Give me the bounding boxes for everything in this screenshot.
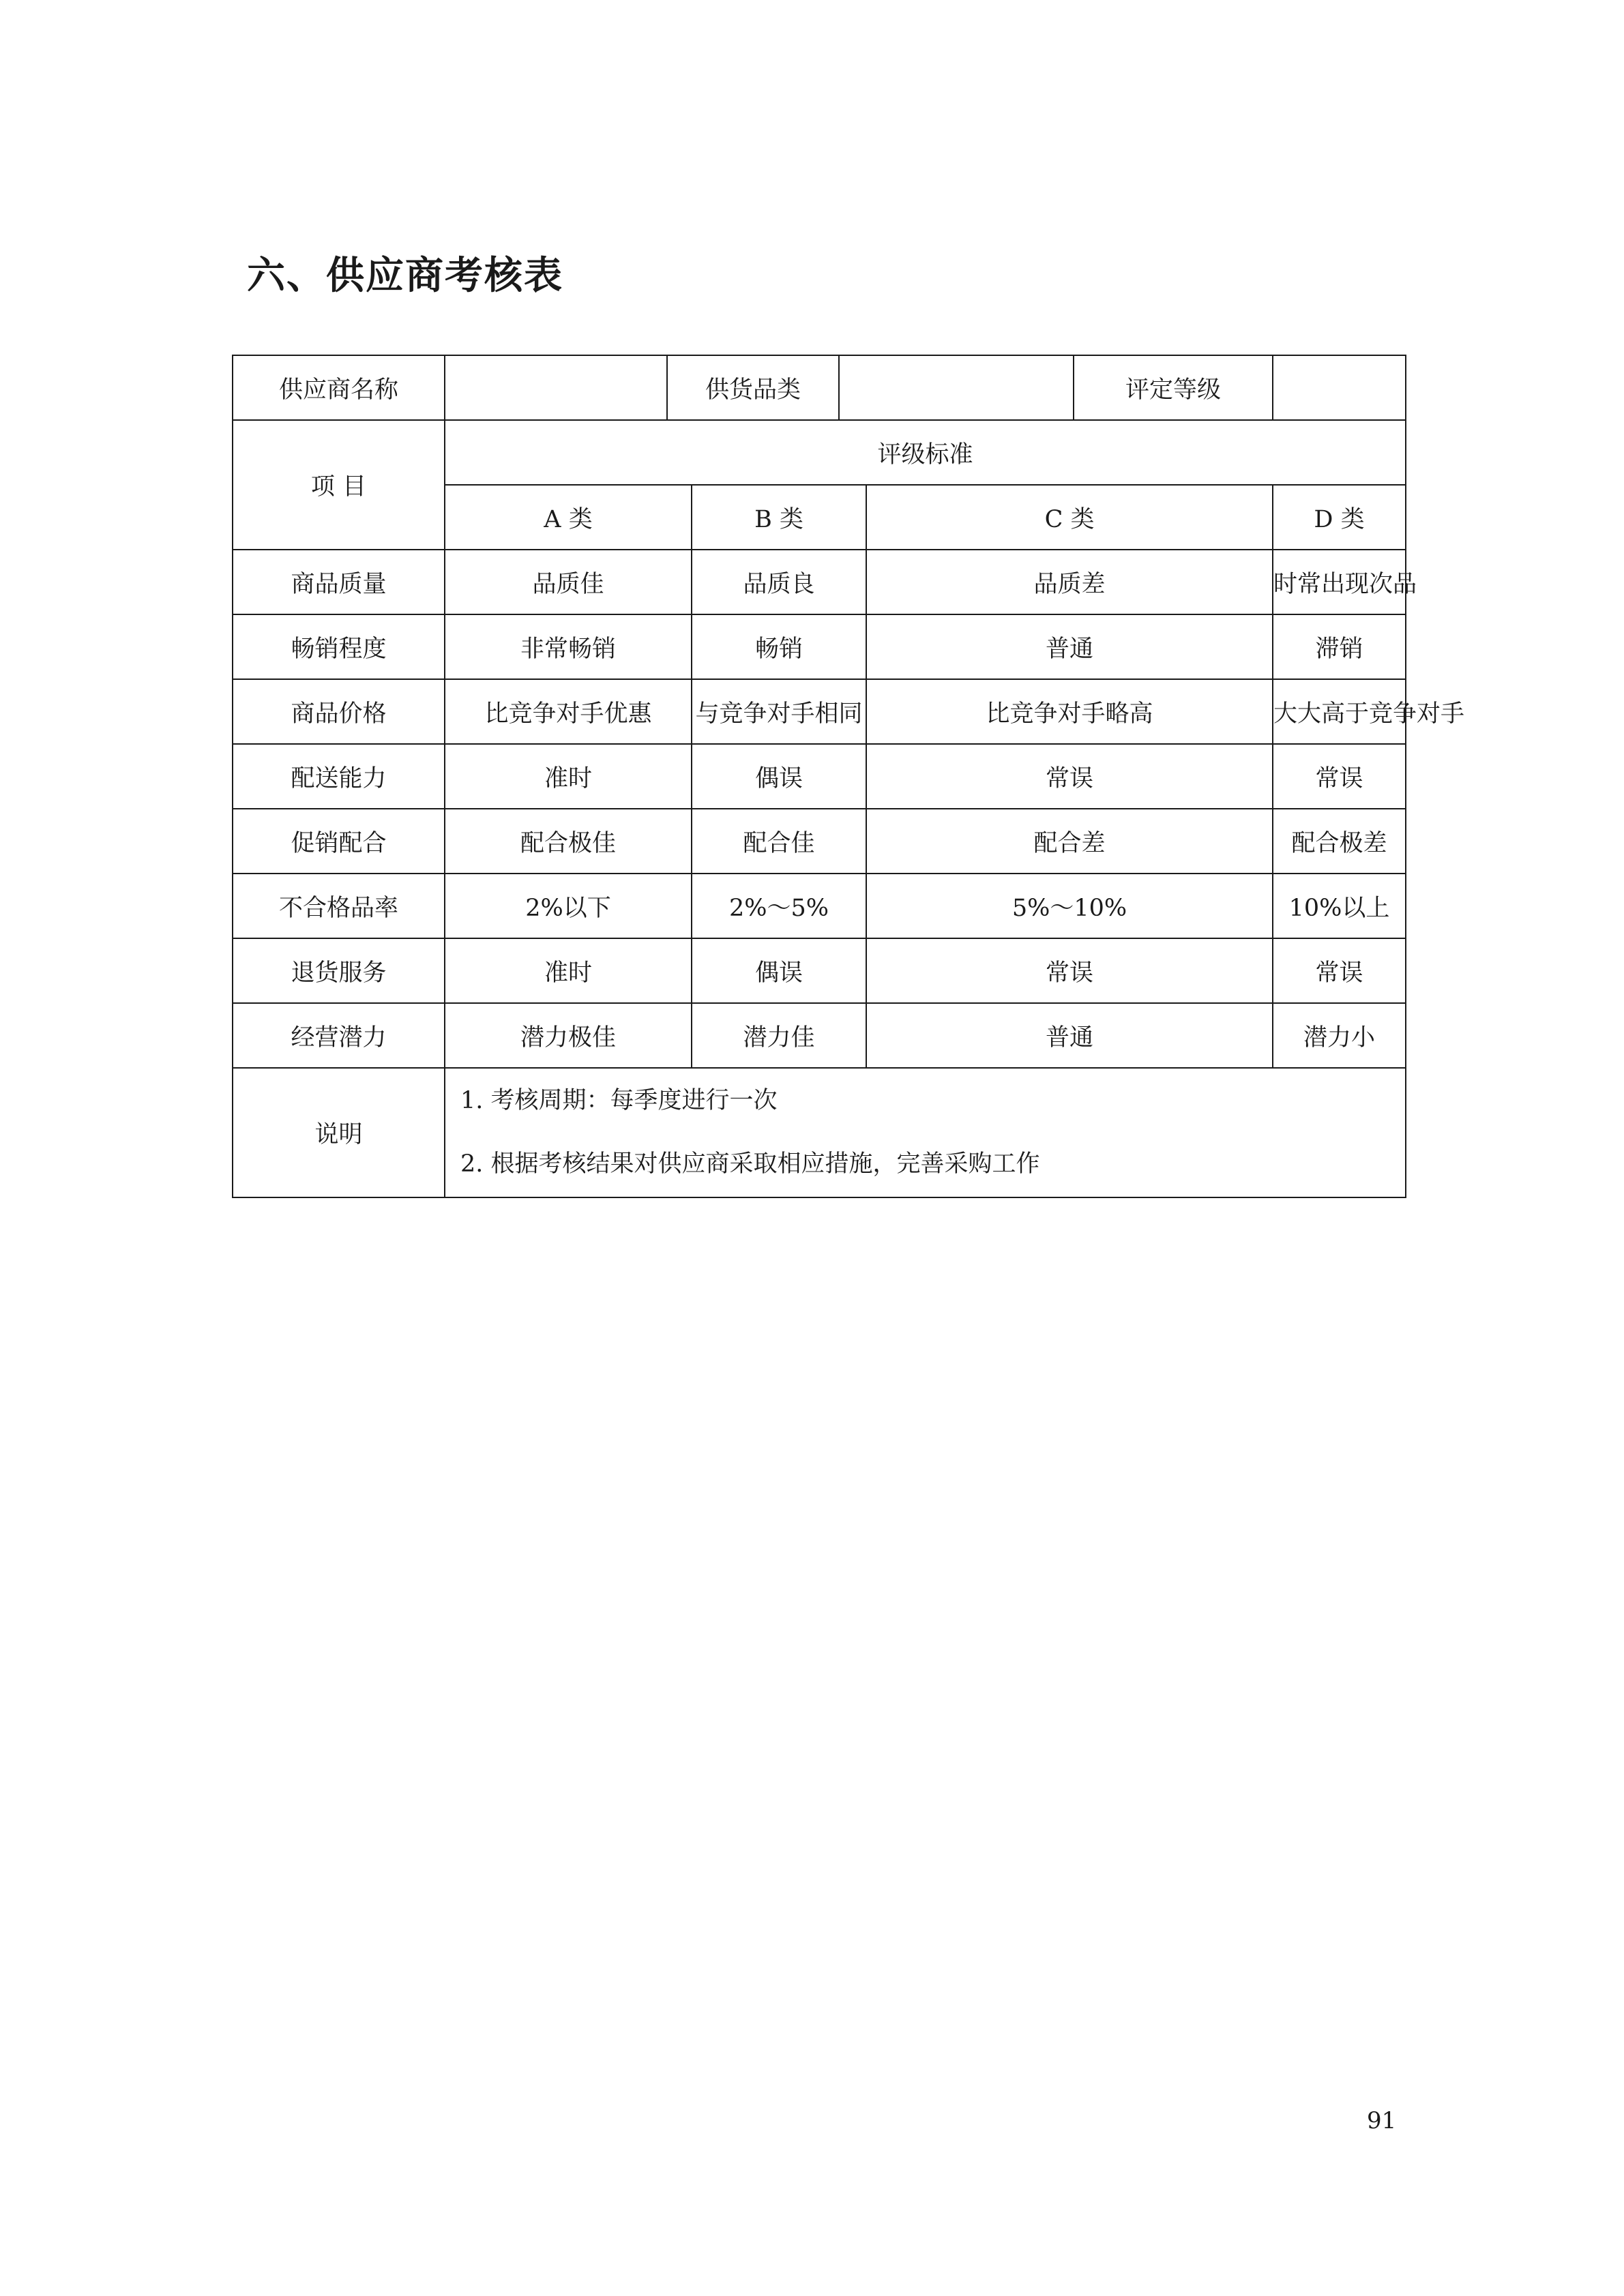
table-row [233,744,1406,809]
row-item: 畅销程度 [233,614,445,679]
category-field[interactable] [839,355,1074,420]
standard-row [233,420,1406,485]
standard-header: 评级标准 [445,420,1406,485]
row-item: 退货服务 [233,938,445,1003]
page-title: 六、供应商考核表 [247,254,563,298]
table-row [233,550,1406,614]
cell-a: 非常畅销 [445,614,692,679]
cell-d: 10%以上 [1273,874,1406,938]
supplier-evaluation-table [232,355,1465,1198]
category-label: 供货品类 [667,355,839,420]
notes-label: 说明 [233,1068,445,1197]
cell-d: 配合极差 [1273,809,1406,874]
cell-c: 普通 [866,614,1273,679]
cell-a: 2%以下 [445,874,692,938]
cell-d: 潜力小 [1273,1003,1406,1068]
supplier-name-label: 供应商名称 [233,355,445,420]
table-row [233,679,1406,744]
cell-c: 5%～10% [866,874,1273,938]
cell-d: 常误 [1273,744,1406,809]
cell-b: 与竞争对手相同 [692,679,866,744]
cell-c: 普通 [866,1003,1273,1068]
grade-a-header: A 类 [445,485,692,550]
cell-a: 品质佳 [445,550,692,614]
grade-label: 评定等级 [1074,355,1273,420]
cell-d: 时常出现次品 [1273,550,1406,614]
header-row [233,355,1406,420]
table-row [233,1003,1406,1068]
grade-d-header: D 类 [1273,485,1406,550]
cell-d: 滞销 [1273,614,1406,679]
table-row [233,874,1406,938]
note-item: 2. 根据考核结果对供应商采取相应措施，完善采购工作 [460,1150,1040,1178]
grade-b-header: B 类 [692,485,866,550]
cell-d: 常误 [1273,938,1406,1003]
item-header: 项 目 [233,420,445,550]
cell-b: 偶误 [692,744,866,809]
page-number: 91 [1367,2107,1397,2134]
cell-b: 畅销 [692,614,866,679]
table-row [233,938,1406,1003]
row-item: 商品质量 [233,550,445,614]
notes-content [445,1068,1406,1197]
notes-row [233,1068,1406,1197]
cell-c: 常误 [866,938,1273,1003]
cell-b: 品质良 [692,550,866,614]
cell-c: 配合差 [866,809,1273,874]
cell-a: 配合极佳 [445,809,692,874]
grade-field[interactable] [1273,355,1406,420]
cell-a: 比竞争对手优惠 [445,679,692,744]
cell-a: 准时 [445,938,692,1003]
cell-c: 品质差 [866,550,1273,614]
cell-b: 2%～5% [692,874,866,938]
cell-b: 偶误 [692,938,866,1003]
cell-b: 配合佳 [692,809,866,874]
cell-d: 大大高于竞争对手 [1273,679,1406,744]
cell-a: 准时 [445,744,692,809]
supplier-name-field[interactable] [445,355,667,420]
cell-b: 潜力佳 [692,1003,866,1068]
cell-c: 常误 [866,744,1273,809]
note-item: 1. 考核周期：每季度进行一次 [460,1087,778,1114]
row-item: 不合格品率 [233,874,445,938]
cell-c: 比竞争对手略高 [866,679,1273,744]
row-item: 配送能力 [233,744,445,809]
row-item: 促销配合 [233,809,445,874]
grade-c-header: C 类 [866,485,1273,550]
table-row [233,614,1406,679]
table-row [233,809,1406,874]
cell-a: 潜力极佳 [445,1003,692,1068]
row-item: 商品价格 [233,679,445,744]
row-item: 经营潜力 [233,1003,445,1068]
